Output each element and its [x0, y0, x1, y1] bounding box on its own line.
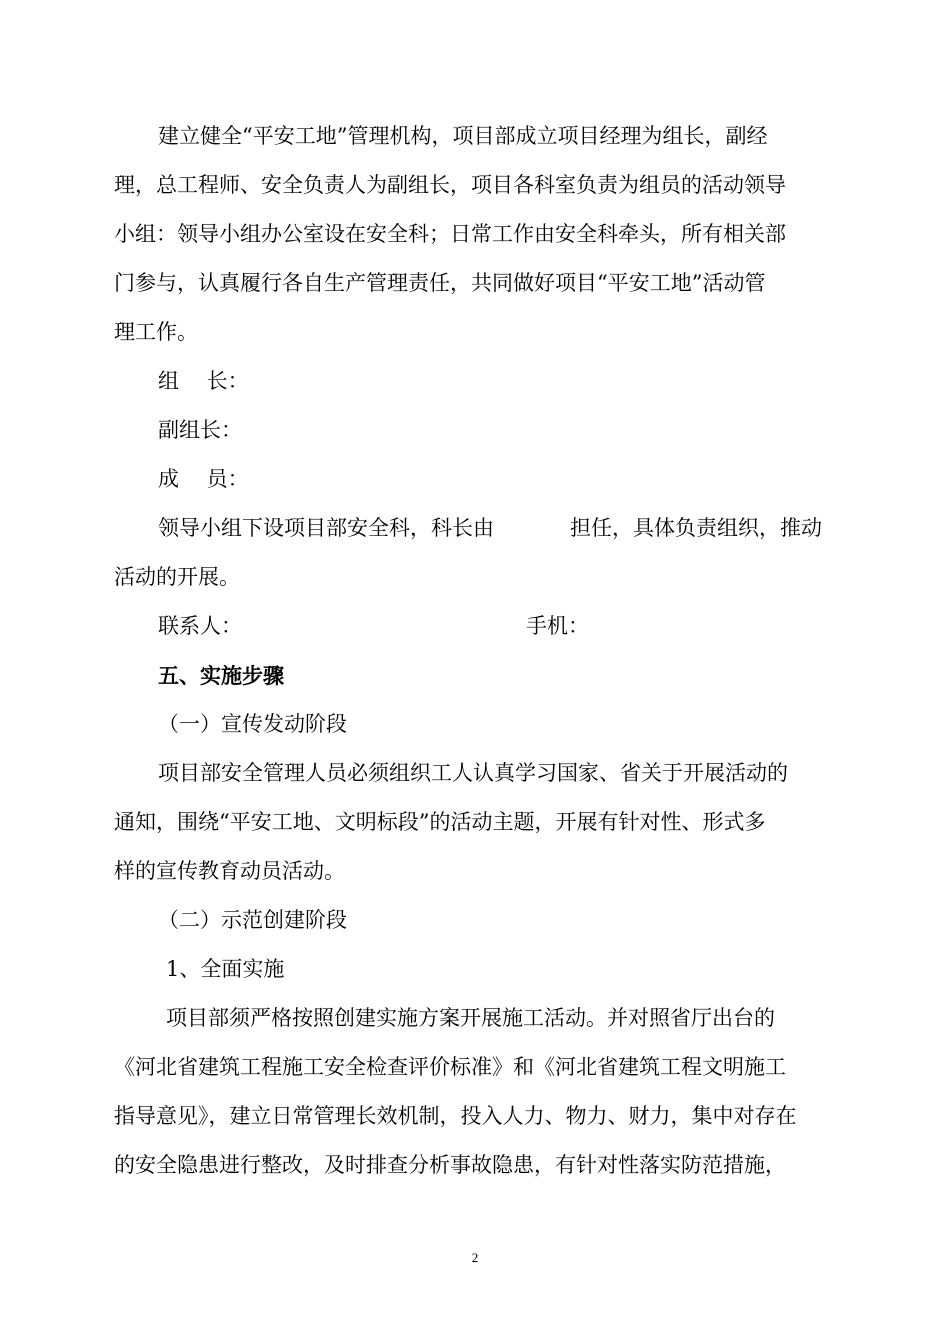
paragraph-publicity — [114, 749, 838, 896]
stage-heading-demonstration: （二）示范创建阶段 — [158, 908, 347, 932]
text-line: 项目部须严格按照创建实施方案开展施工活动。并对照省厅出台的 — [166, 1006, 775, 1030]
page-number: 2 — [471, 1250, 479, 1265]
text-line: 《河北省建筑工程施工安全检查评价标准》和《河北省建筑工程文明施工 — [114, 1055, 786, 1079]
paragraph-full-implementation — [114, 994, 838, 1190]
item-heading-full-implementation: 1、全面实施 — [166, 957, 285, 981]
contact-row — [114, 602, 838, 651]
paragraph-organization — [114, 112, 838, 357]
office-line — [114, 504, 838, 553]
document-body — [114, 112, 838, 1190]
leader-field: 组 长： — [158, 369, 249, 393]
text-line: 门参与，认真履行各自生产管理责任，共同做好项目“平安工地”活动管 — [114, 271, 766, 295]
text-line: 理工作。 — [114, 320, 198, 344]
section-heading-implementation: 五、实施步骤 — [158, 663, 284, 688]
text-line: 建立健全“平安工地”管理机构，项目部成立项目经理为组长，副经 — [158, 124, 768, 148]
office-line-before: 领导小组下设项目部安全科，科长由 — [158, 516, 494, 540]
text-line: 项目部安全管理人员必须组织工人认真学习国家、省关于开展活动的 — [158, 761, 788, 785]
office-line-continued — [114, 553, 838, 602]
office-line-after: 担任，具体负责组织，推动 — [570, 516, 822, 540]
members-field: 成 员： — [158, 467, 249, 491]
text-line: 的安全隐患进行整改，及时排查分析事故隐患，有针对性落实防范措施， — [114, 1153, 786, 1177]
stage-heading-publicity: （一）宣传发动阶段 — [158, 712, 347, 736]
deputy-leader-field: 副组长： — [158, 418, 242, 442]
contact-label: 联系人： — [158, 614, 242, 638]
text-line: 小组：领导小组办公室设在安全科；日常工作由安全科牵头，所有相关部 — [114, 222, 786, 246]
text-line: 指导意见》，建立日常管理长效机制，投入人力、物力、财力，集中对存在 — [114, 1104, 797, 1128]
text-line: 活动的开展。 — [114, 565, 240, 589]
phone-label: 手机： — [526, 614, 589, 638]
text-line: 理，总工程师、安全负责人为副组长，项目各科室负责为组员的活动领导 — [114, 173, 786, 197]
text-line: 样的宣传教育动员活动。 — [114, 859, 345, 883]
text-line: 通知，围绕“平安工地、文明标段”的活动主题，开展有针对性、形式多 — [114, 810, 766, 834]
